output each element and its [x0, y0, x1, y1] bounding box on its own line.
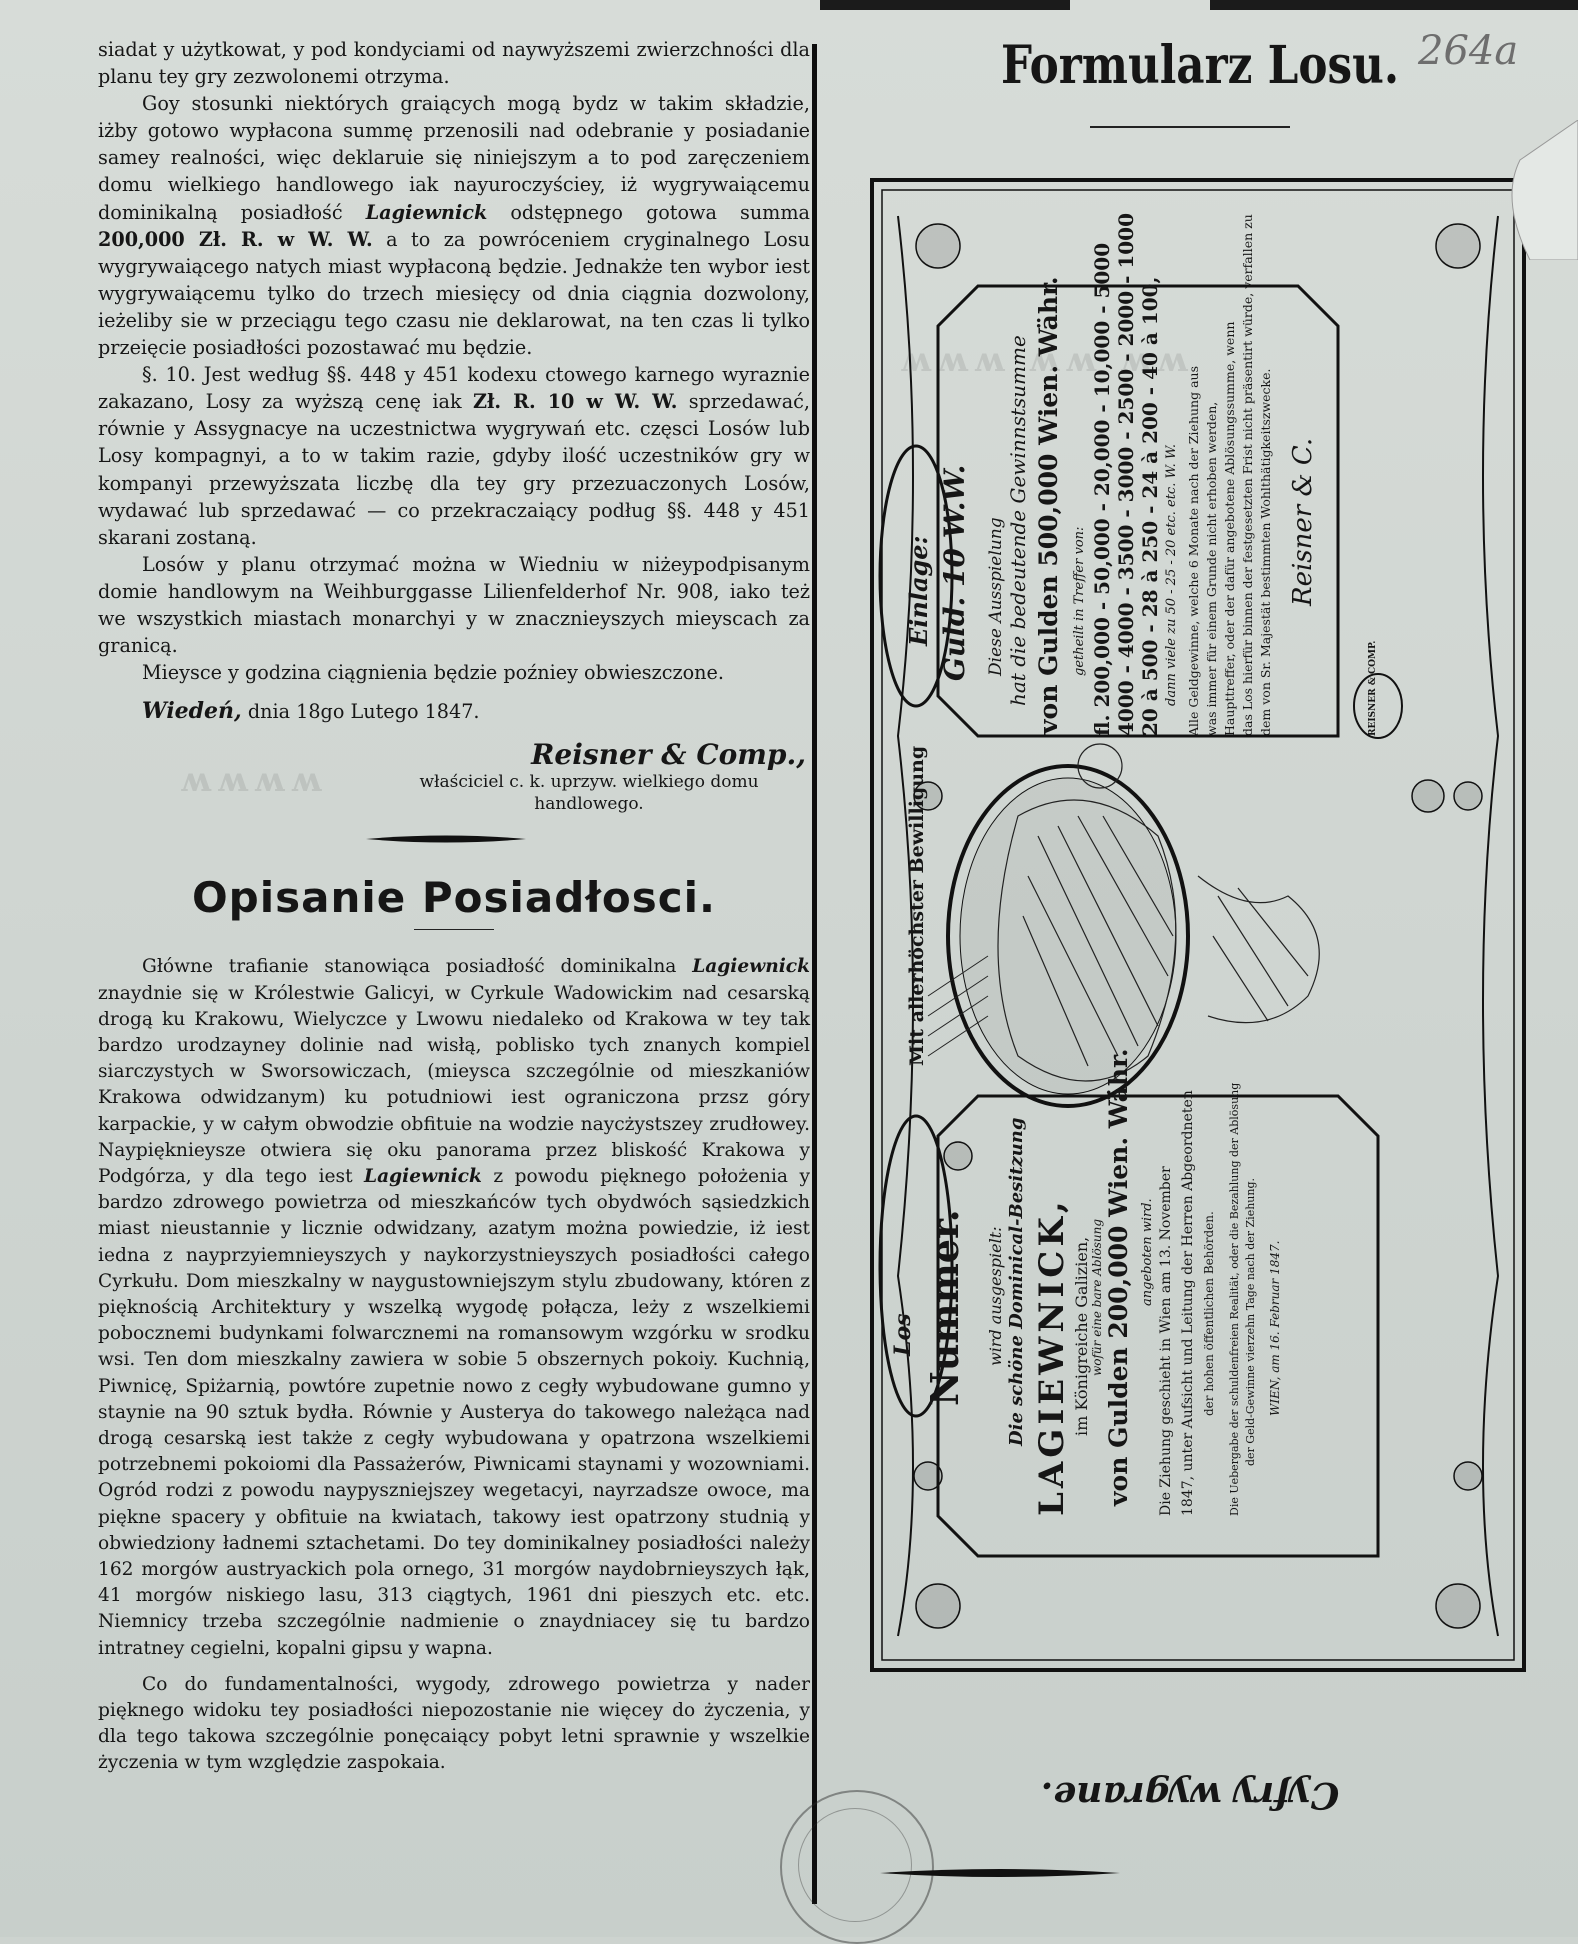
ornamental-rule	[98, 815, 810, 855]
bleed-through: ʍʍʍ ʍʍ ʍʍ	[900, 340, 1194, 380]
alle-text-5: dem von Sr. Majestät bestimmten Wohlthätigkeitszwecke.	[1258, 368, 1273, 736]
title-rule	[1090, 126, 1290, 128]
section-title: Opisanie Posiadłosci.	[191, 873, 717, 923]
top-edge-strip	[820, 0, 1070, 10]
sum-amount: 200,000 Zł. R. w W. W.	[98, 227, 373, 251]
seal-text: REISNER & COMP.	[1368, 640, 1378, 736]
column-divider	[812, 44, 817, 1904]
paragraph-2-text-b: odstępnego gotowa summa	[487, 200, 811, 224]
paragraph-4: Losów y planu otrzymać można w Wiedniu w niżeypodpisanym domie handlowym na Weihburggasse Lilienfelderhof Nr. 908, iako też we wszystkich miastach monarchyi y w znacznieyszych mieyscach za granicą.	[98, 552, 810, 658]
lottery-ticket	[868, 176, 1528, 1674]
herrschaft-text: Die schöne Dominical-Besitzung	[1006, 1117, 1027, 1446]
description-paragraph-2: Co do fundamentalności, wygody, zdrowego powietrza y nader pięknego widoku tey posiadłości niepozostanie nie więcey do życzenia, y dla tego takowa szczególnie ponęcaiący pobyt letni sprawnie y wszelkie życzenia w tym względzie zaspokaia.	[98, 1673, 810, 1774]
getheilt-text: getheilt in Treffer von:	[1072, 526, 1087, 676]
place-name: Wiedeń,	[142, 698, 242, 725]
prize-row-3: 20 à 500 - 28 à 250 - 24 à 200 - 40 à 100,	[1138, 276, 1162, 736]
signature-description-line-1: właściciel c. k. uprzyw. wielkiego domu	[419, 772, 759, 793]
signature-description	[98, 771, 810, 815]
wien-date: WIEN, am 16. Februar 1847.	[1268, 1240, 1282, 1416]
date-text: dnia 18go Lutego 1847.	[247, 700, 480, 724]
behorden-text: der hohen öffentlichen Behörden.	[1202, 1211, 1216, 1416]
estate-name: Lagiewnick	[692, 956, 810, 978]
paragraph-3-text-c: sprzedawać, równie y Assygnacye na uczestnictwa wygrywań etc. częsci Losów lub Losy kompagnyi, a to w takim razie, gdyby ilość uczestników gry w kompanyi przewyższata liczbę dla tey gry przezuaczonych Losów, wydawać lub sprzedawać — co przekraczaiący podług §§. 448 y 451 skarani zostaną.	[98, 390, 811, 549]
prize-row-1: fl. 200,000 - 50,000 - 20,000 - 10,000 - 5000	[1090, 242, 1114, 736]
signature-description-line-2: handlowego.	[534, 794, 644, 815]
lagiewnick-title: LAGIEWNICK,	[1032, 1197, 1072, 1516]
nummer-label: Nummer.	[922, 1209, 967, 1406]
paragraph-2-text-a: Goy stosunki niektórych graiących mogą bydz w takim składzie, iżby gotowo wypłacona summę przenosili nad odebranie y posiadanie samey realności, więc deklaruie się niniejszym a to pod zaręczeniem domu wielkiego handlowego iak nayuroczyściey, iż wygrywaiącemu dominikalną posiadłość	[98, 92, 810, 224]
paragraph-3	[98, 361, 810, 551]
prize-row-4: dann viele zu 50 - 25 - 20 etc. etc. W. W.	[1164, 443, 1179, 706]
description-text-b: znaydnie się w Królestwie Galicyi, w Cyrkule Wadowickim nad cesarską drogą ku Krakowu, Wielyczce y Lwowu niedaleko od Krakowa w tey tak bardzo urodzayney dolinie nad wisłą, poblisko tych znanych kompiel siarczystych w Sworsowiczach, (mieysca szczególnie od mieszkaniów Krakowa odwidzanym) ku potudniowi iest ograniczona przsz góry karpackie, y w całym obwodzie obfituie na wodzie naycżystszey zrudłowey. Naypięknieysze otwiera się oku panorama przez bliskość Krakowa y Podgórza, y dla tego iest	[98, 982, 810, 1187]
paragraph-1: siadat y użytkowat, y pod kondyciami od naywyższemi zwierzchności dla planu tey gry zezwolonemi otrzyma.	[98, 38, 810, 89]
ausspielung-text: Diese Ausspielung	[986, 517, 1006, 676]
angeboten-text: angeboten wird.	[1140, 1198, 1155, 1306]
description-text-c: z powodu pięknego położenia y bardzo zdrowego powietrza od mieszkańców tych obydwóch sąsiedzkich miast nieustannie y licznie odwidzany, azatym można powiedzie, iż iest iedna z nayprzyiemnieyszych y naykorzystnieyszych posiadłości całego Cyrkułu. Dom mieszkalny w naygustowniejszym stylu zbudowany, któren z pięknością Architektury y wszelką wygodę połącza, leży z wszelkiemi pobocznemi budynkami folwarcznemi na romansowym wzgórku w srodku wsi. Ten dom mieszkalny zawiera w sobie 5 obszernych pokoiy. Kuchnią, Piwnicę, Spiżarnią, powtóre zupetnie nowo z cegły wybudowane gumno y staynie na 90 sztuk bydła. Równie y Austerya do takowego należąca nad drogą cesarską iest także z cegły wybudowana y opatrzona wszelkiemi potrzebnemi pokoiomi dla Passażerów, Piwnicami staynami y wozowniami. Ogród rodzi z powodu naypyszniejszey wegetacyi, nayrzadsze owoce, ma piękne spacery y obfituie na kwiatach, takowy iest opatrzony studnią y obwiedziony ładnemi sztachetami. Do tey dominikalney posiadłości należy 162 morgów austryackich pola ornego, 31 morgów naydobrnieyszych łąk, 41 morgów niskiego lasu, 313 ciągtych, 1961 dni pieszych etc. etc. Niemnicy trzeba szczególnie nadmienie o znaydniacey się tu bardzo intratney cegielni, kopalni gipsu y wapna.	[98, 1165, 810, 1659]
einlage-value: Guld. 10 W.W.	[938, 464, 971, 681]
uebergabe-text-1: Die Uebergabe der schuldenfreien Realität, oder die Bezahlung der Ablösung	[1228, 1082, 1241, 1516]
ziehung-text: Die Ziehung geschieht in Wien am 13. November	[1158, 1166, 1174, 1516]
gulden-200000-text: von Gulden 200,000 Wien. Währ.	[1104, 1048, 1133, 1506]
ablosung-text: wofür eine bare Ablösung	[1090, 1219, 1104, 1376]
paragraph-5: Mieysce y godzina ciągnienia będzie poźniey obwieszczone.	[142, 661, 724, 685]
ziehung-year-text: 1847, unter Aufsicht und Leitung der Herren Abgeordneten	[1180, 1090, 1196, 1516]
gewinnsumme-text: hat die bedeutende Gewinnstsumme	[1006, 335, 1030, 706]
left-column	[98, 36, 810, 1777]
price-amount: Zł. R. 10 w W. W.	[473, 390, 678, 414]
prize-row-2: 4000 - 4000 - 3500 - 3000 - 2500 - 2000 - 1000	[1114, 212, 1138, 736]
upside-down-caption: Cyfry wygrane.	[1040, 1774, 1340, 1816]
los-label: Los	[890, 1313, 916, 1356]
description-paragraph-1	[98, 954, 810, 1661]
torn-corner	[1500, 120, 1578, 260]
bleed-through: ʍʍʍʍ	[180, 760, 328, 800]
galizien-text: im Königreiche Galizien,	[1072, 1236, 1091, 1436]
ticket-signature: Reisner & C.	[1288, 437, 1318, 606]
ornamental-rule-shape	[366, 833, 526, 845]
estate-name: Lagiewnick	[365, 200, 488, 224]
gulden-500000-text: von Gulden 500,000 Wien. Währ.	[1034, 276, 1063, 734]
paragraph-2	[98, 90, 810, 361]
archive-mark: 264a	[1418, 28, 1519, 74]
alle-text-2: was immer für einem Grunde nicht erhoben werden,	[1204, 401, 1219, 736]
bewilligung-text: Mit allerhöchster Bewilligung	[906, 745, 928, 1066]
description-text-a: Główne trafianie stanowiąca posiadłość dominikalna	[142, 956, 693, 978]
section-rule	[414, 929, 494, 930]
alle-text-4: das Los hierfür binnen der festgesetzten Frist nicht präsentirt würde, verfallen zu	[1240, 214, 1255, 736]
paragraph-2-text-c: a to za powróceniem cryginalnego Losu wygrywaiącego natych miast wypłaconą będzie. Jednakże ten wybor iest wygrywaiącemu tylko do trzech miesięcy od dnia ciągnia dozwolony, ieżeliby sie w przeciągu tego czasu nie deklarowat, na ten czas li tylko przeięcie posiadłości pozostawać mu będzie.	[98, 227, 810, 360]
einlage-label: Einlage:	[904, 535, 933, 646]
bottom-ornamental-rule	[880, 1866, 1120, 1880]
alle-text-3: Haupttreffer, oder der dafür angebotene Ablösungssumme, wenn	[1222, 321, 1237, 736]
page-title: Formularz Losu.	[1000, 35, 1400, 96]
paragraph-3-text-a: §. 10. Jest według §§. 448 y 451 kodexu ctowego karnego wyraznie zakazano, Losy za wyższą cenę iak	[98, 363, 810, 414]
uebergabe-text-2: der Geld-Gewinne vierzehn Tage nach der Ziehung.	[1244, 1178, 1257, 1466]
library-stamp-inner	[798, 1808, 912, 1922]
estate-name: Lagiewnick	[364, 1165, 482, 1187]
place-date-line	[98, 698, 810, 725]
wird-text: wird ausgespielt:	[986, 1226, 1005, 1366]
signature: Reisner & Comp.,	[531, 738, 806, 772]
alle-text-1: Alle Geldgewinne, welche 6 Monate nach der Ziehung aus	[1186, 366, 1201, 736]
top-edge-strip	[1210, 0, 1578, 10]
